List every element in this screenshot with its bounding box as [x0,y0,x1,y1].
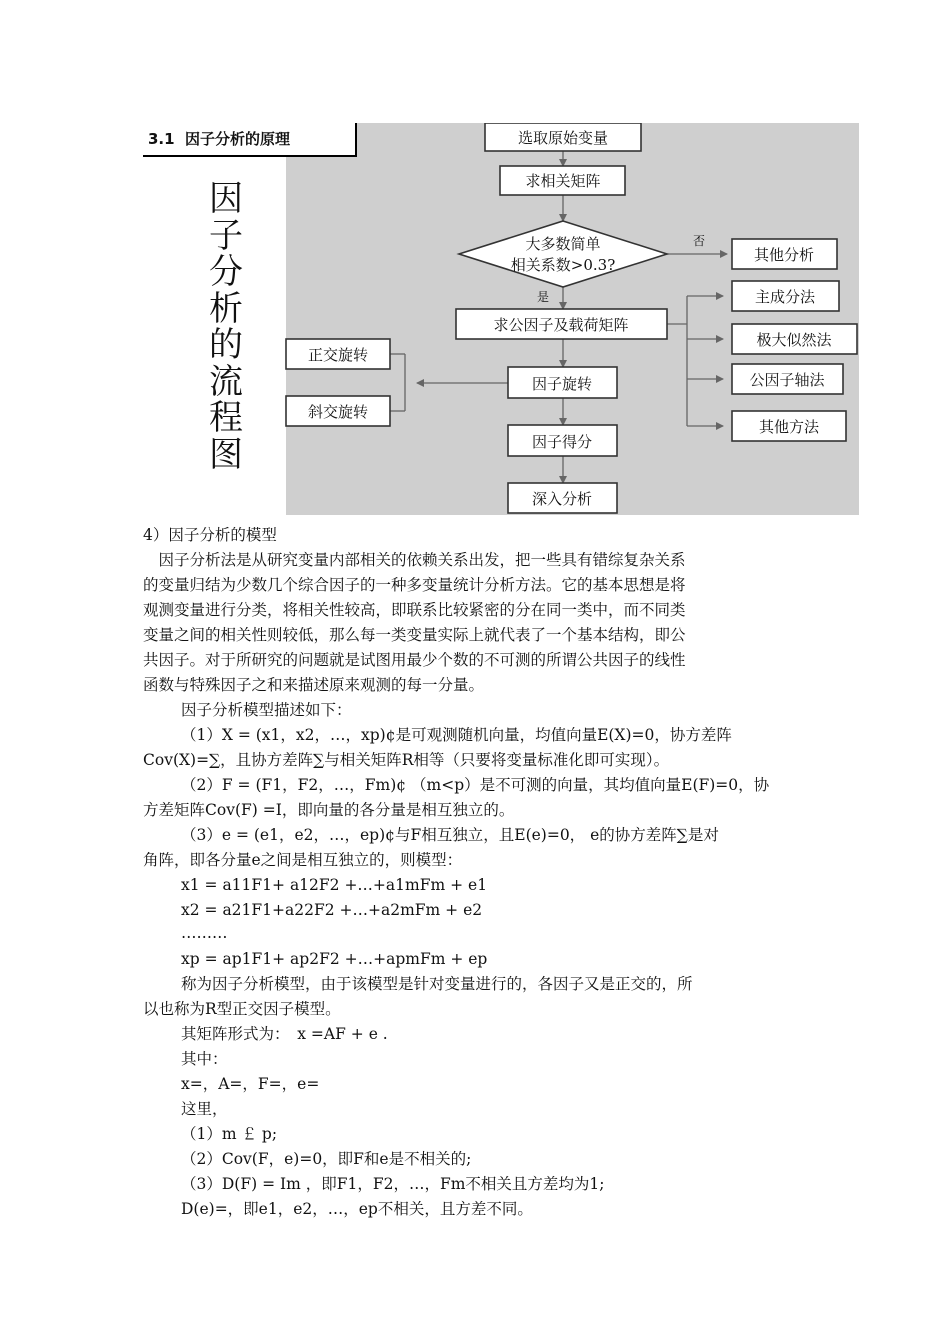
paragraph-line: 以也称为R型正交因子模型。 [143,1000,341,1018]
node-rotation: 因子旋转 [531,375,593,393]
node-decision-line2: 相关系数>0.3? [510,256,616,274]
node-deep: 深入分析 [531,490,593,508]
label-no: 否 [692,234,706,248]
flowchart-vertical-title: 因子分析的流程图 [209,179,243,475]
paragraph-line: 其中： [181,1050,228,1068]
equation-ellipsis: ……… [181,924,228,942]
model-heading: 4）因子分析的模型 [143,526,277,544]
paragraph-line: 称为因子分析模型，由于该模型是针对变量进行的，各因子又是正交的，所 [181,975,693,993]
paragraph-line: 这里， [181,1100,228,1118]
node-other-methods: 其他方法 [758,418,820,436]
equation-line: x1 = a11F1+ a12F2 +…+a1mFm + e1 [181,876,488,894]
node-other-analysis: 其他分析 [753,246,815,264]
paragraph-line: 方差矩阵Cov(F) =I，即向量的各分量是相互独立的。 [143,801,515,819]
node-score: 因子得分 [531,433,593,451]
paragraph-line: （3）e = (e1，e2，…，ep)¢与F相互独立，且E(e)=0， e的协方差阵∑是对 [181,826,719,844]
node-decision-line1: 大多数简单 [525,235,601,253]
paragraph-line: 因子分析模型描述如下： [181,701,352,719]
condition-line: D(e)=，即e1，e2，…，ep不相关，且方差不同。 [181,1200,533,1218]
paragraph-line: 其矩阵形式为： x =AF + e . [181,1025,388,1043]
paragraph-line: （2）F = (F1，F2，…，Fm)¢ （m<p）是不可测的向量，其均值向量E(F)=0，协 [181,776,770,794]
equation-line: xp = ap1F1+ ap2F2 +…+apmFm + ep [181,950,488,968]
paragraph-line: （1）X = (x1，x2，…，xp)¢是可观测随机向量，均值向量E(X)=0，协方差阵 [181,726,732,744]
equation-line: x2 = a21F1+a22F2 +…+a2mFm + e2 [181,901,483,919]
condition-line: （1）m ￡ p; [181,1125,278,1143]
paragraph-line: 函数与特殊因子之和来描述原来观测的每一分量。 [143,676,485,694]
flowchart-diagram [143,123,859,515]
node-principal-axis: 公因子轴法 [749,371,825,389]
condition-line: （3）D(F) = Im ，即F1，F2，…，Fm不相关且方差均为1; [181,1175,605,1193]
paragraph-line: 共因子。对于所研究的问题就是试图用最少个数的不可测的所谓公共因子的线性 [143,651,686,669]
node-select-vars: 选取原始变量 [517,129,609,147]
condition-line: （2）Cov(F，e)=0，即F和e是不相关的; [181,1150,472,1168]
paragraph-line: 变量之间的相关性则较低，那么每一类变量实际上就代表了一个基本结构，即公 [143,626,686,644]
node-oblique: 斜交旋转 [307,403,369,421]
paragraph-line: Cov(X)=∑，且协方差阵∑与相关矩阵R相等（只要将变量标准化即可实现）。 [143,751,670,769]
paragraph-line: 观测变量进行分类，将相关性较高，即联系比较紧密的分在同一类中，而不同类 [143,601,686,619]
node-corr-matrix: 求相关矩阵 [525,172,601,190]
label-yes: 是 [536,290,550,304]
paragraph-line: 角阵，即各分量e之间是相互独立的，则模型： [143,851,463,869]
node-orthogonal: 正交旋转 [307,346,369,364]
flowchart-figure [143,123,859,515]
paragraph-line: 因子分析法是从研究变量内部相关的依赖关系出发，把一些具有错综复杂关系 [143,551,686,569]
section-title: 3.1 因子分析的原理 [143,123,357,157]
paragraph-line: x=，A=，F=，e= [181,1075,320,1093]
paragraph-line: 的变量归结为少数几个综合因子的一种多变量统计分析方法。它的基本思想是将 [143,576,686,594]
node-common-factor: 求公因子及载荷矩阵 [493,316,629,334]
node-principal: 主成分法 [754,288,816,306]
node-max-likelihood: 极大似然法 [756,331,832,349]
